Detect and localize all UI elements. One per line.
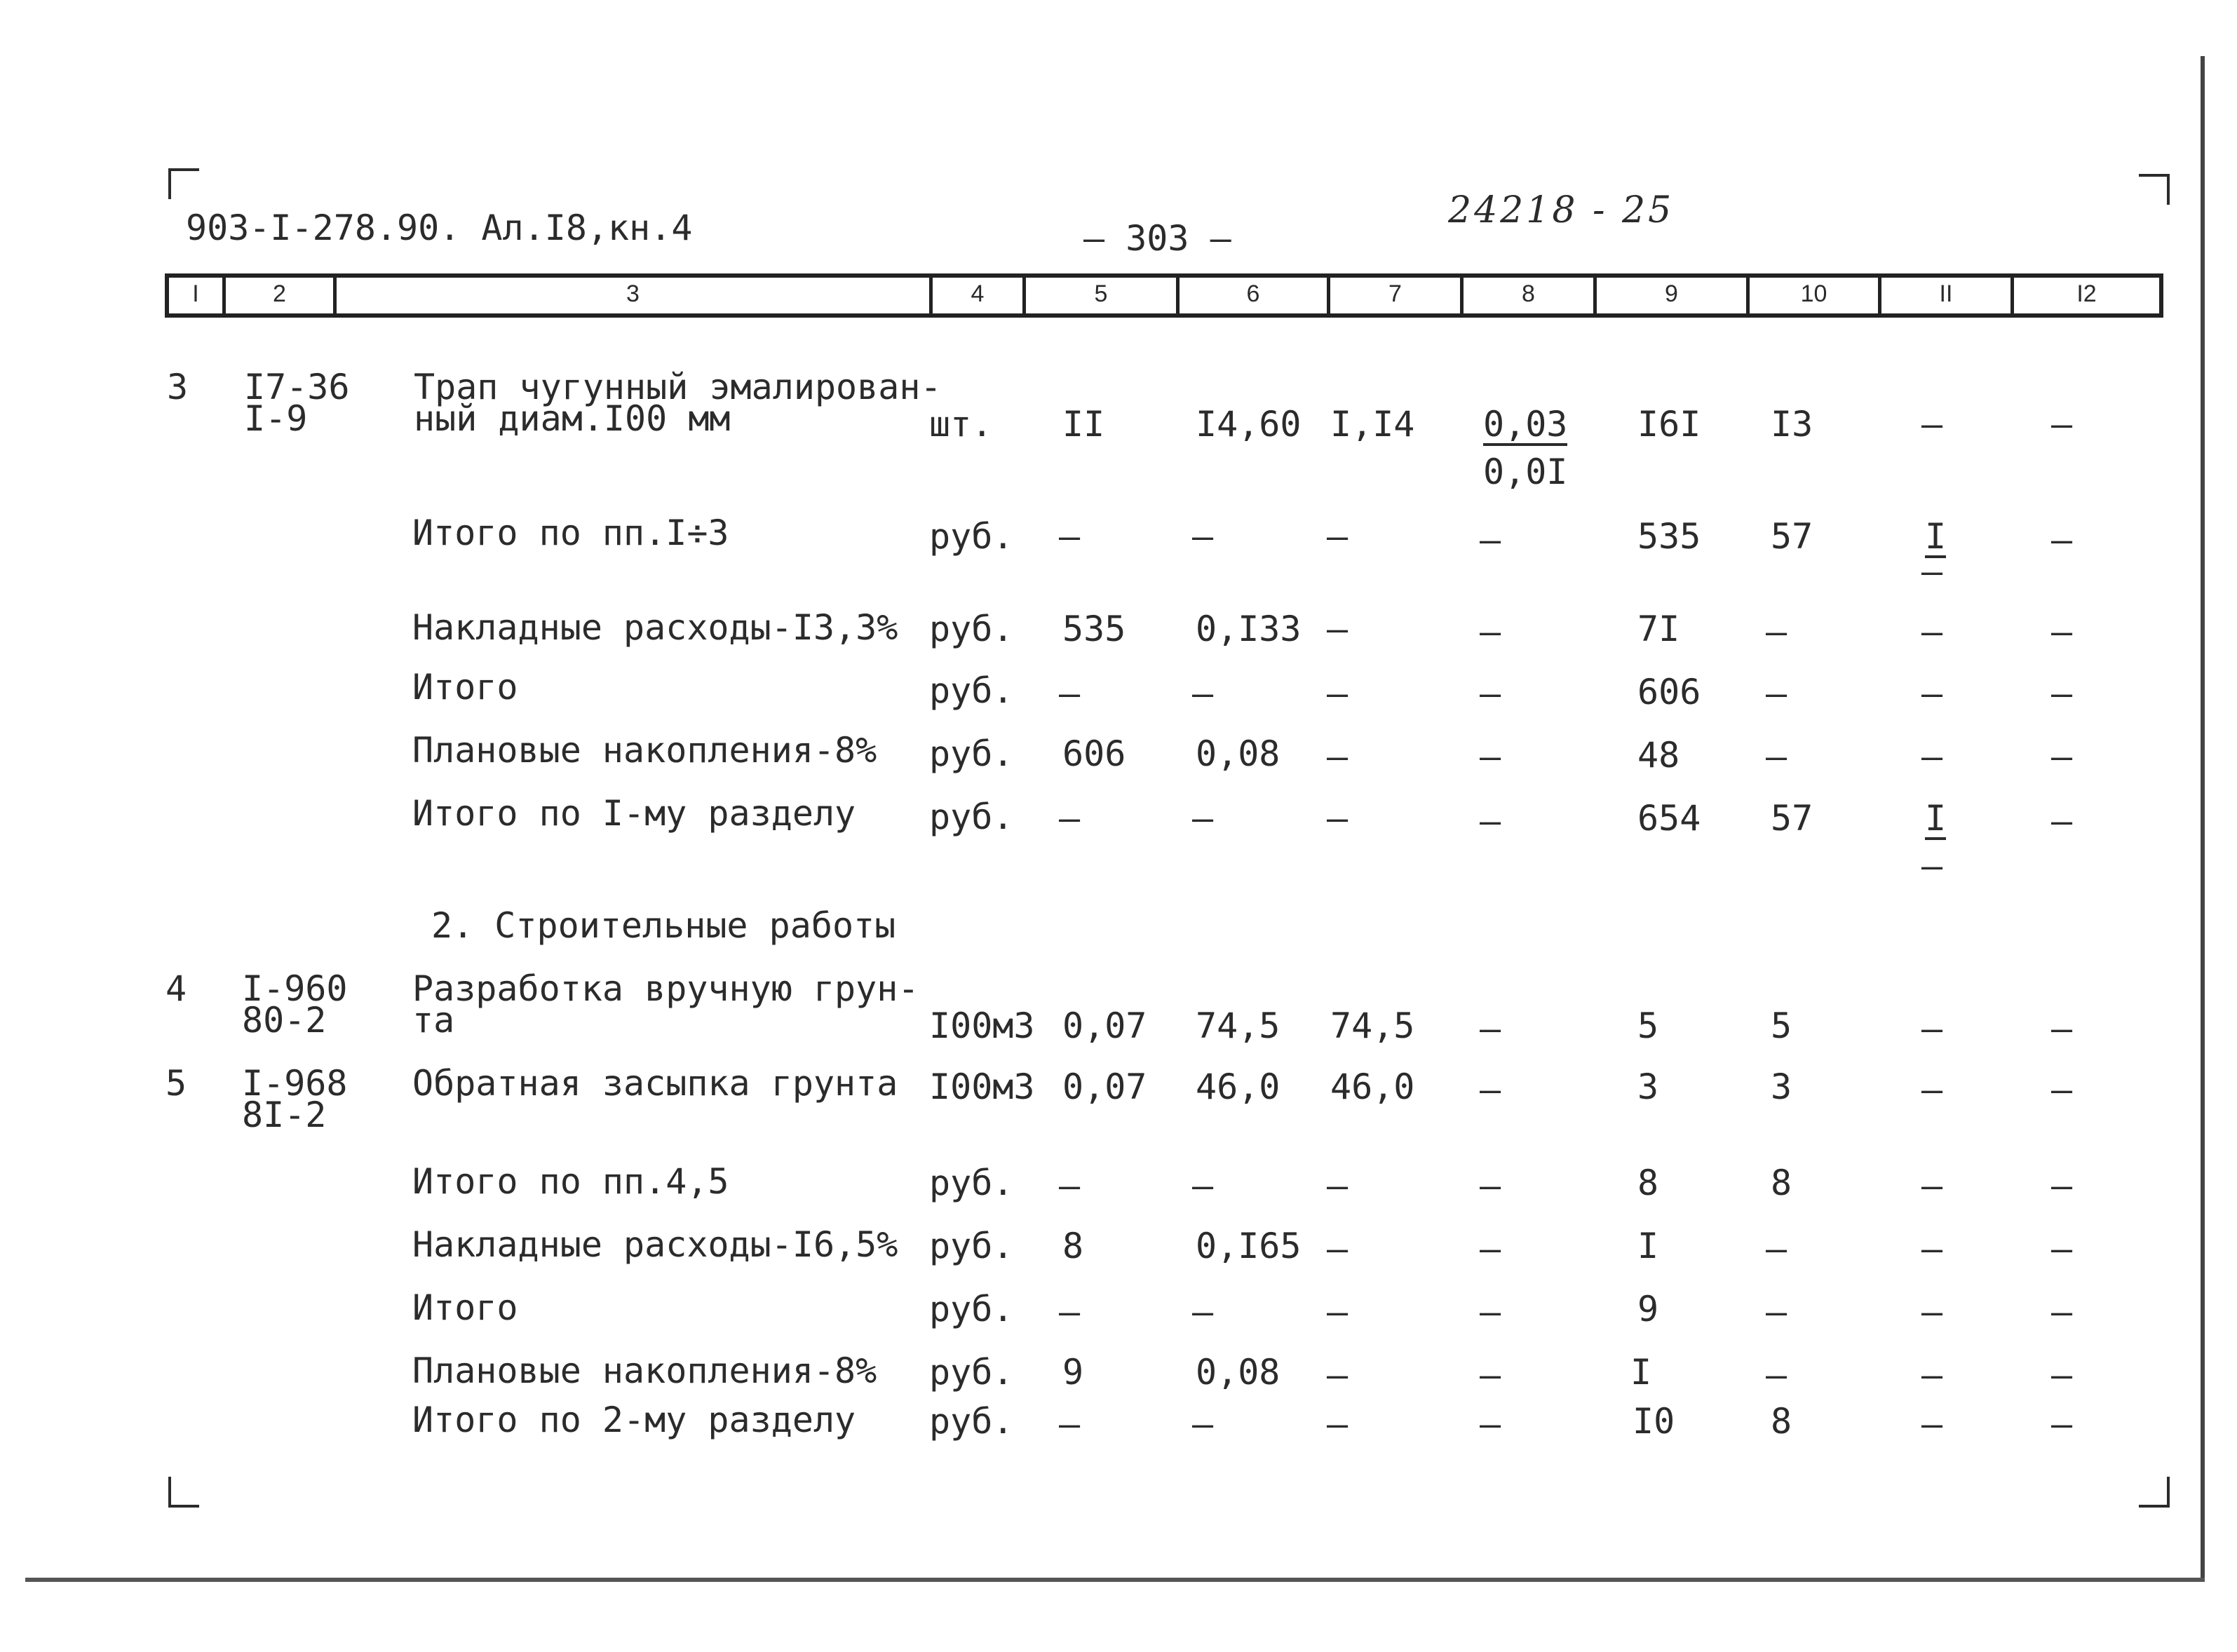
col9-value: 535 bbox=[1637, 516, 1701, 557]
col-header-9: 9 bbox=[1665, 280, 1678, 307]
col7-value: – bbox=[1327, 798, 1349, 839]
col8-value: – bbox=[1480, 611, 1501, 652]
col8-value: – bbox=[1480, 1069, 1501, 1110]
col9-value: 48 bbox=[1637, 735, 1680, 776]
col6-value: 0,I65 bbox=[1196, 1226, 1302, 1266]
col6-value: – bbox=[1192, 516, 1214, 557]
scan-edge-right bbox=[2201, 56, 2205, 1578]
col7-value: – bbox=[1327, 736, 1349, 777]
col10-value: 57 bbox=[1771, 798, 1813, 839]
col5-value: – bbox=[1059, 673, 1081, 714]
col9-value: I6I bbox=[1637, 404, 1701, 445]
col11-value: – bbox=[1921, 673, 1943, 714]
col6-value: 0,I33 bbox=[1196, 609, 1302, 649]
norm-code-line2: I-9 bbox=[244, 398, 308, 439]
item-name: Итого по пп.I÷3 bbox=[412, 513, 729, 553]
row-number: 5 bbox=[165, 1063, 187, 1104]
scan-edge-bottom bbox=[25, 1578, 2205, 1582]
col8-value: – bbox=[1480, 1292, 1501, 1332]
col9-value: 3 bbox=[1637, 1067, 1659, 1107]
col5-value: 606 bbox=[1062, 733, 1126, 774]
col11-value: – bbox=[1921, 1069, 1943, 1110]
item-name-line2: та bbox=[412, 1000, 455, 1041]
col12-value: – bbox=[2051, 1355, 2073, 1395]
col11-value-top: I bbox=[1925, 798, 1947, 839]
col10-value: 8 bbox=[1771, 1163, 1792, 1203]
item-name: Разработка вручную грун- bbox=[412, 968, 919, 1009]
header-bottom-border bbox=[165, 313, 2163, 318]
item-name: Итого bbox=[412, 667, 518, 707]
unit: руб. bbox=[929, 1352, 1014, 1393]
col-header-4: 4 bbox=[971, 280, 985, 307]
document-code: 903-I-278.90. Ал.I8,кн.4 bbox=[186, 208, 693, 248]
col9-value: 5 bbox=[1637, 1006, 1659, 1046]
col12-value: – bbox=[2051, 1228, 2073, 1269]
header-top-border bbox=[165, 273, 2163, 278]
col7-value: – bbox=[1327, 1292, 1349, 1332]
col11-value: – bbox=[1921, 1228, 1943, 1269]
corner-mark-top-left bbox=[168, 168, 199, 199]
col10-value: 57 bbox=[1771, 516, 1813, 557]
col12-value: – bbox=[2051, 520, 2073, 560]
col6-value: 74,5 bbox=[1196, 1006, 1280, 1046]
item-name: Итого по 2-му разделу bbox=[412, 1400, 856, 1440]
col-header-8: 8 bbox=[1522, 280, 1535, 307]
norm-code: I-968 bbox=[242, 1063, 348, 1104]
col10-value: 8 bbox=[1771, 1401, 1792, 1442]
col10-value: – bbox=[1766, 1292, 1787, 1332]
item-name: Обратная засыпка грунта bbox=[412, 1063, 898, 1104]
page-number: — 303 — bbox=[1083, 218, 1231, 259]
col10-value: – bbox=[1766, 673, 1787, 714]
col-header-5: 5 bbox=[1094, 280, 1108, 307]
col8-value-bottom: 0,0I bbox=[1483, 452, 1568, 492]
col12-value: – bbox=[2051, 1008, 2073, 1049]
col5-value: 0,07 bbox=[1062, 1006, 1147, 1046]
item-name: Итого по I-му разделу bbox=[412, 793, 856, 834]
col6-value: – bbox=[1192, 798, 1214, 839]
col5-value: 535 bbox=[1062, 609, 1126, 649]
col12-value: – bbox=[2051, 736, 2073, 777]
col12-value: – bbox=[2051, 611, 2073, 652]
col12-value: – bbox=[2051, 1292, 2073, 1332]
col7-value: – bbox=[1327, 1404, 1349, 1444]
col11-value-bottom: – bbox=[1921, 551, 1943, 592]
item-name: Плановые накопления-8% bbox=[412, 730, 877, 771]
col12-value: – bbox=[2051, 1069, 2073, 1110]
handwritten-code: 24218 - 25 bbox=[1448, 189, 1675, 231]
norm-code-line2: 80-2 bbox=[242, 1000, 327, 1041]
col5-value: – bbox=[1059, 1292, 1081, 1332]
col9-value: I bbox=[1630, 1352, 1652, 1393]
col11-value-bottom: – bbox=[1921, 846, 1943, 886]
col5-value: – bbox=[1059, 516, 1081, 557]
item-name: Плановые накопления-8% bbox=[412, 1350, 877, 1391]
unit: руб. bbox=[929, 609, 1014, 649]
col9-value: 654 bbox=[1637, 798, 1701, 839]
col-header-12: I2 bbox=[2076, 280, 2097, 307]
row-number: 4 bbox=[165, 968, 187, 1009]
col11-value: – bbox=[1921, 1008, 1943, 1049]
col-header-2: 2 bbox=[273, 280, 286, 307]
unit: I00м3 bbox=[929, 1006, 1035, 1046]
col10-value: – bbox=[1766, 611, 1787, 652]
col7-value: – bbox=[1327, 1165, 1349, 1206]
col6-value: I4,60 bbox=[1196, 404, 1302, 445]
col11-value: – bbox=[1921, 1404, 1943, 1444]
col8-value: – bbox=[1480, 673, 1501, 714]
col7-value: – bbox=[1327, 609, 1349, 649]
col10-value: – bbox=[1766, 1228, 1787, 1269]
col12-value: – bbox=[2051, 1404, 2073, 1444]
unit: руб. bbox=[929, 1163, 1014, 1203]
unit: руб. bbox=[929, 670, 1014, 711]
col9-value: I0 bbox=[1633, 1401, 1675, 1442]
col7-value: – bbox=[1327, 516, 1349, 557]
col9-value: I bbox=[1637, 1226, 1659, 1266]
corner-mark-bottom-left bbox=[168, 1477, 199, 1508]
col8-value: – bbox=[1480, 1228, 1501, 1269]
unit: руб. bbox=[929, 1226, 1014, 1266]
col9-value: 9 bbox=[1637, 1289, 1659, 1329]
col12-value: – bbox=[2051, 673, 2073, 714]
section-heading: 2. Строительные работы bbox=[431, 905, 896, 946]
col6-value: – bbox=[1192, 1292, 1214, 1332]
col5-value: – bbox=[1059, 1404, 1081, 1444]
col7-value: I,I4 bbox=[1330, 404, 1415, 445]
col12-value: – bbox=[2051, 801, 2073, 841]
norm-code: I7-36 bbox=[244, 367, 350, 407]
col-header-11: II bbox=[1939, 280, 1953, 307]
col5-value: – bbox=[1059, 1165, 1081, 1206]
col-header-7: 7 bbox=[1388, 280, 1402, 307]
col12-value: – bbox=[2051, 404, 2073, 445]
col6-value: 46,0 bbox=[1196, 1067, 1280, 1107]
col5-value: II bbox=[1062, 404, 1105, 445]
col7-value: – bbox=[1327, 1355, 1349, 1395]
unit: руб. bbox=[929, 733, 1014, 774]
col11-value: – bbox=[1921, 404, 1943, 445]
col6-value: 0,08 bbox=[1196, 733, 1280, 774]
col8-value: – bbox=[1480, 736, 1501, 777]
item-name: Накладные расходы-I6,5% bbox=[412, 1224, 898, 1265]
header-border-right bbox=[2159, 273, 2163, 318]
col6-value: – bbox=[1192, 1165, 1214, 1206]
col10-value: – bbox=[1766, 1355, 1787, 1395]
col7-value: 74,5 bbox=[1330, 1006, 1415, 1046]
col12-value: – bbox=[2051, 1165, 2073, 1206]
col8-value: – bbox=[1480, 1165, 1501, 1206]
col5-value: 9 bbox=[1062, 1352, 1084, 1393]
norm-code: I-960 bbox=[242, 968, 348, 1009]
col7-value: 46,0 bbox=[1330, 1067, 1415, 1107]
item-name: Трап чугунный эмалирован- bbox=[414, 367, 942, 407]
unit: руб. bbox=[929, 797, 1014, 837]
col10-value: – bbox=[1766, 736, 1787, 777]
col5-value: 8 bbox=[1062, 1226, 1084, 1266]
col5-value: – bbox=[1059, 798, 1081, 839]
col8-value: – bbox=[1480, 1404, 1501, 1444]
corner-mark-bottom-right bbox=[2139, 1477, 2170, 1508]
col9-value: 606 bbox=[1637, 672, 1701, 712]
col6-value: – bbox=[1192, 1404, 1214, 1444]
col-header-10: 10 bbox=[1800, 280, 1827, 307]
col11-value: – bbox=[1921, 1292, 1943, 1332]
col5-value: 0,07 bbox=[1062, 1067, 1147, 1107]
row-number: 3 bbox=[167, 367, 189, 407]
col10-value: 5 bbox=[1771, 1006, 1792, 1046]
col8-value: – bbox=[1480, 520, 1501, 560]
col11-value: – bbox=[1921, 611, 1943, 652]
col8-value: – bbox=[1480, 1355, 1501, 1395]
col11-value: – bbox=[1921, 1165, 1943, 1206]
col7-value: – bbox=[1327, 1228, 1349, 1269]
item-name: Итого bbox=[412, 1287, 518, 1328]
col6-value: 0,08 bbox=[1196, 1352, 1280, 1393]
col9-value: 8 bbox=[1637, 1163, 1659, 1203]
unit: руб. bbox=[929, 516, 1014, 557]
col11-value-top: I bbox=[1925, 516, 1947, 557]
item-name: Итого по пп.4,5 bbox=[412, 1161, 729, 1202]
col-header-6: 6 bbox=[1246, 280, 1260, 307]
unit: шт. bbox=[929, 404, 993, 445]
col11-value: – bbox=[1921, 736, 1943, 777]
col7-value: – bbox=[1327, 673, 1349, 714]
col-header-1: I bbox=[192, 280, 199, 307]
item-name-line2: ный диам.I00 мм bbox=[414, 398, 731, 439]
norm-code-line2: 8I-2 bbox=[242, 1095, 327, 1135]
col8-value: – bbox=[1480, 801, 1501, 841]
col9-value: 7I bbox=[1637, 609, 1680, 649]
col-header-3: 3 bbox=[626, 280, 640, 307]
col10-value: 3 bbox=[1771, 1067, 1792, 1107]
col6-value: – bbox=[1192, 673, 1214, 714]
unit: руб. bbox=[929, 1401, 1014, 1442]
item-name: Накладные расходы-I3,3% bbox=[412, 607, 898, 648]
corner-mark-top-right bbox=[2139, 174, 2170, 205]
col8-value-top: 0,03 bbox=[1483, 404, 1568, 445]
col10-value: I3 bbox=[1771, 404, 1813, 445]
col8-value: – bbox=[1480, 1008, 1501, 1049]
col11-value: – bbox=[1921, 1355, 1943, 1395]
unit: руб. bbox=[929, 1289, 1014, 1329]
unit: I00м3 bbox=[929, 1067, 1035, 1107]
